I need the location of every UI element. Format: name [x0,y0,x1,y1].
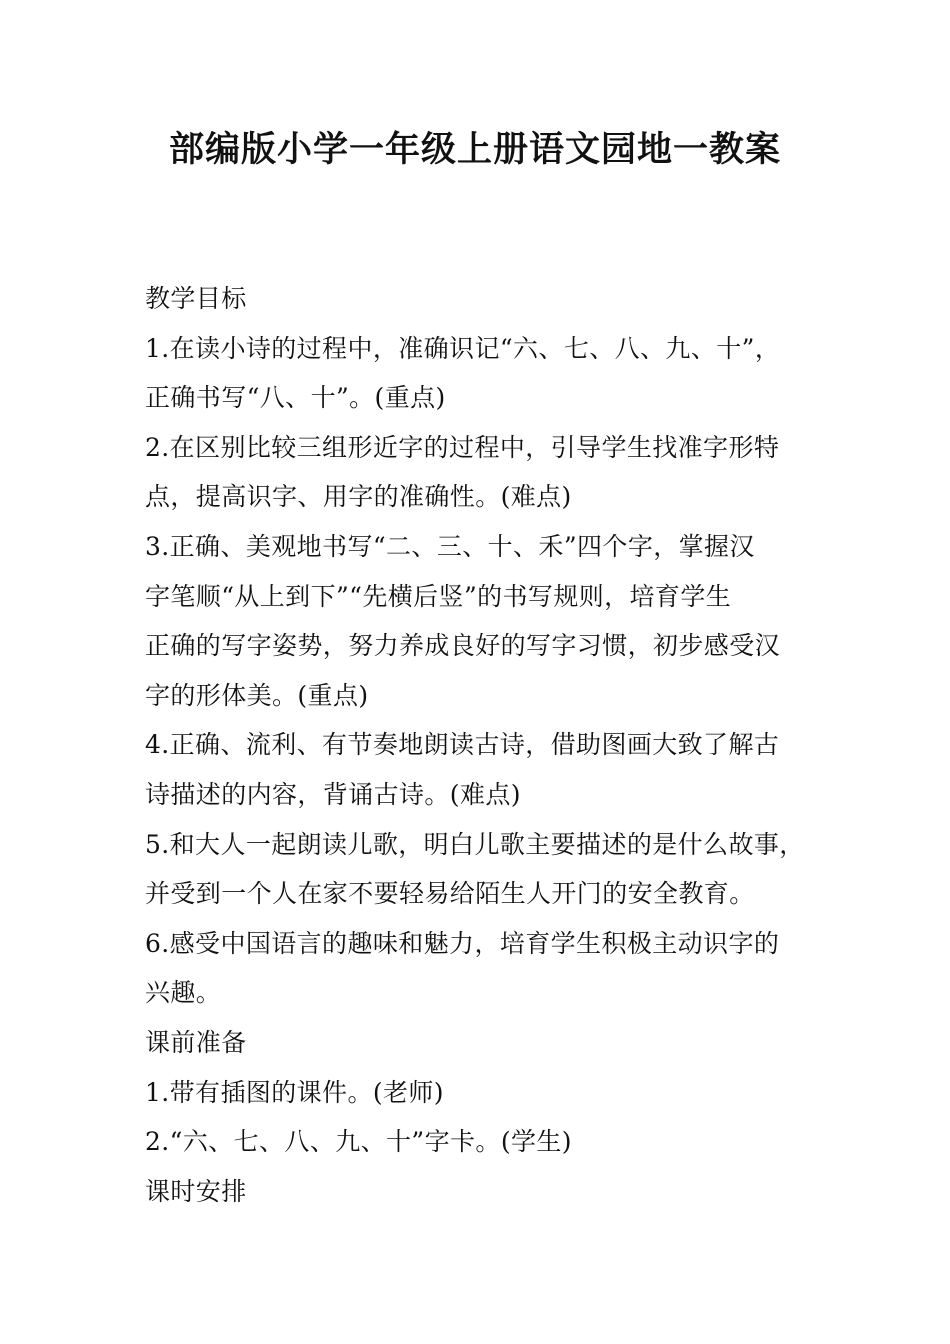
section-heading-teaching-goals: 教学目标 [145,284,247,313]
paragraph-line: 6.感受中国语言的趣味和魅力，培育学生积极主动识字的 [145,928,780,958]
section-heading-preparation: 课前准备 [145,1027,247,1057]
paragraph-line: 字的形体美。(重点) [145,680,369,710]
document-title: 部编版小学一年级上册语文园地一教案 [168,130,781,170]
paragraph-line: 4.正确、流利、有节奏地朗读古诗，借助图画大致了解古 [145,730,780,760]
paragraph-line: 3.正确、美观地书写“二、三、十、禾”四个字，掌握汉 [145,531,755,561]
paragraph-line: 兴趣。 [145,978,222,1008]
document-body [145,274,817,1216]
paragraph-line: 诗描述的内容，背诵古诗。(难点) [145,779,521,809]
paragraph-line: 2.在区别比较三组形近字的过程中，引导学生找准字形特 [145,432,780,462]
paragraph-line: 正确书写“八、十”。(重点) [145,383,446,413]
paragraph-line: 正确的写字姿势，努力养成良好的写字习惯，初步感受汉 [145,631,781,661]
paragraph-line: 点，提高识字、用字的准确性。(难点) [145,482,572,512]
paragraph-line: 字笔顺“从上到下”“先横后竖”的书写规则，培育学生 [145,581,732,611]
paragraph-line: 2.“六、七、八、九、十”字卡。(学生) [145,1127,572,1157]
paragraph-line: 1.在读小诗的过程中，准确识记“六、七、八、九、十”， [145,333,781,363]
paragraph-line: 并受到一个人在家不要轻易给陌生人开门的安全教育。 [145,879,755,909]
paragraph-line: 1.带有插图的课件。(老师) [145,1077,444,1107]
section-heading-schedule: 课时安排 [145,1176,247,1206]
paragraph-line: 5.和大人一起朗读儿歌，明白儿歌主要描述的是什么故事， [145,829,805,859]
